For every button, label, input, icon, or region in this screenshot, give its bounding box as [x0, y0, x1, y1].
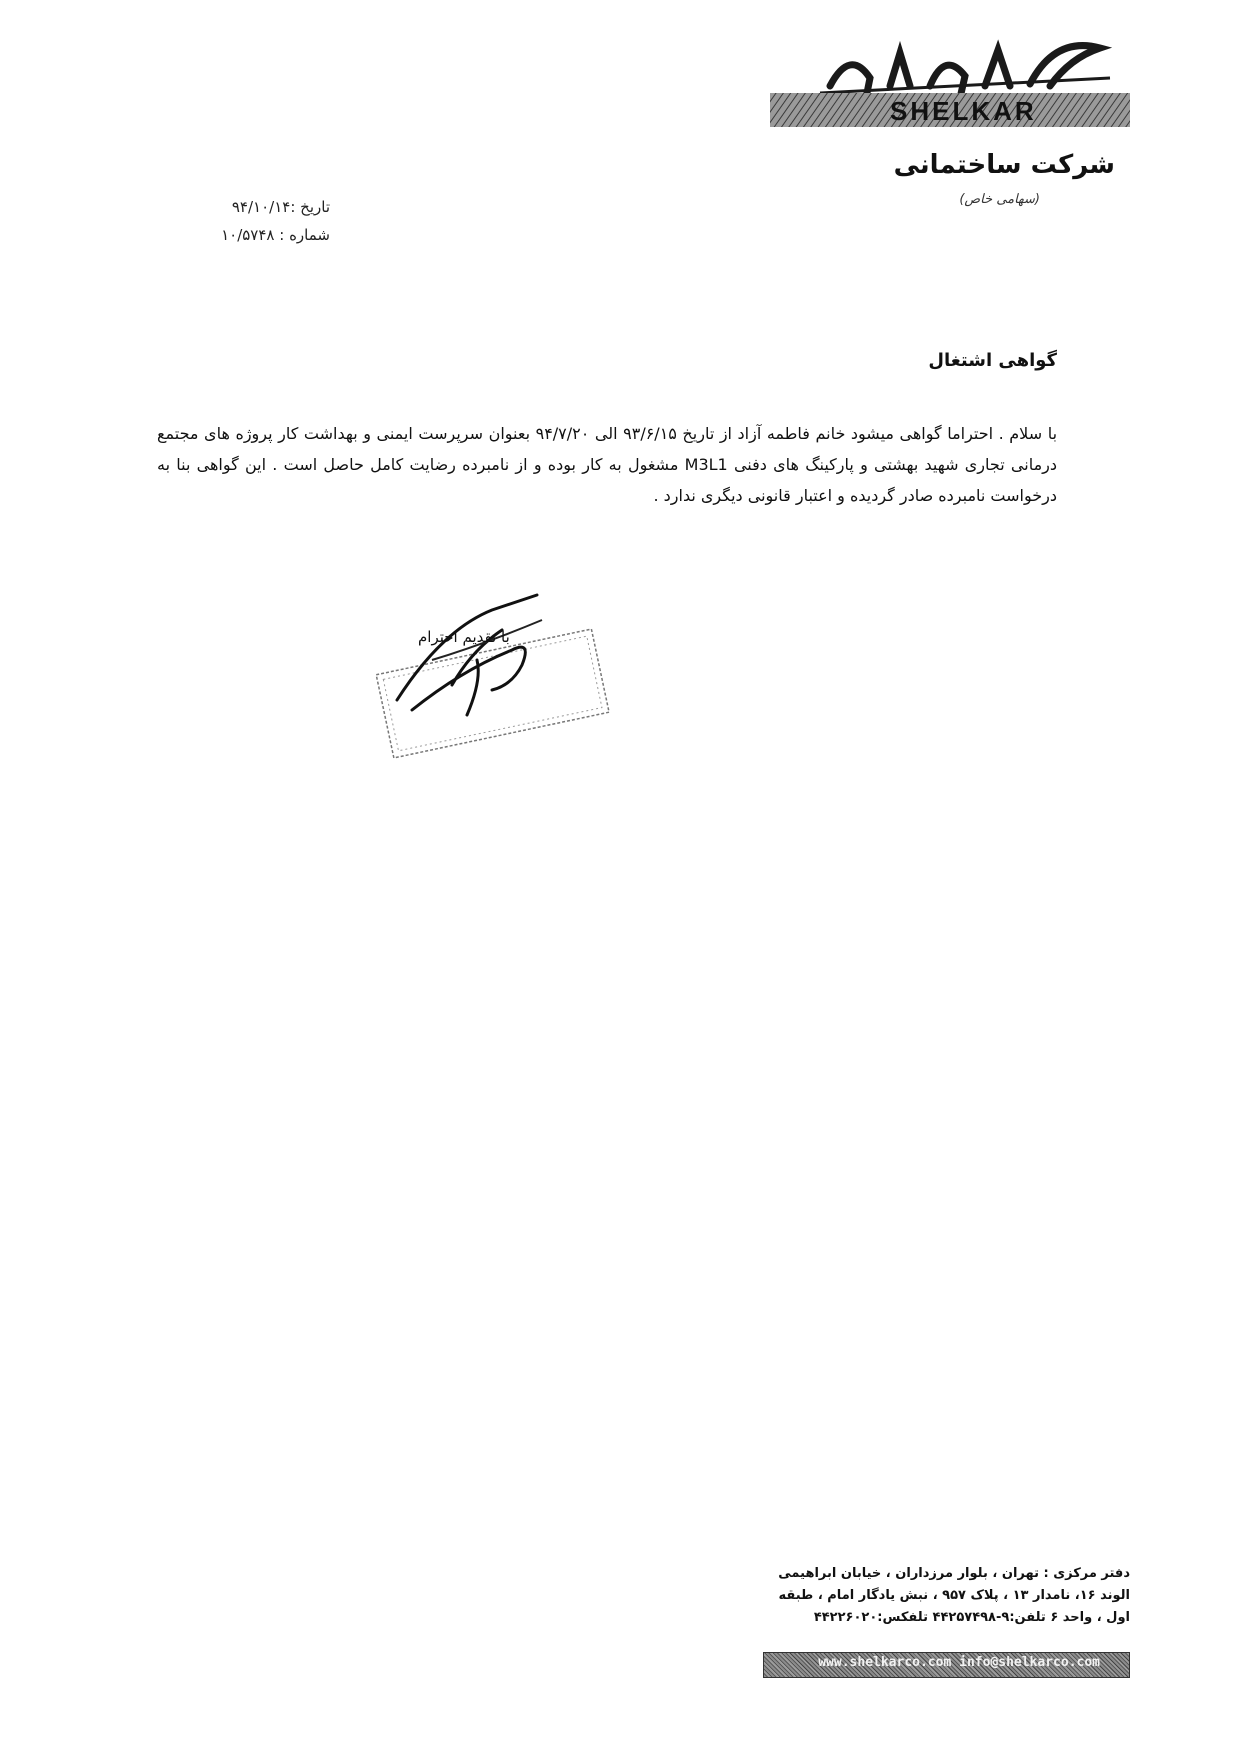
letter-title: گواهی اشتغال	[928, 350, 1057, 371]
footer-address-line: دفتر مرکزی : تهران ، بلوار مرزداران ، خیابان ابراهیمی	[778, 1566, 1130, 1581]
letter-date: تاریخ :۹۴/۱۰/۱۴	[231, 198, 330, 216]
company-logo	[770, 38, 1130, 148]
stamp	[376, 629, 609, 758]
logo-text: SHELKAR	[890, 96, 1037, 126]
footer-address	[710, 1563, 1130, 1629]
letter-number: شماره : ۱۰/۵۷۴۸	[221, 226, 330, 244]
closing-text: با تقدیم احترام	[418, 628, 510, 646]
footer-address-line: الوند ۱۶، نامدار ۱۳ ، پلاک ۹۵۷ ، نبش یادگار امام ، طبقه	[778, 1588, 1130, 1603]
company-name: شرکت ساختمانی	[893, 150, 1115, 180]
letter-body-text: با سلام . احتراما گواهی میشود خانم فاطمه آزاد از تاریخ ۹۳/۶/۱۵ الی ۹۴/۷/۲۰ بعنوان سرپرست ایمنی و بهداشت کار پروژه های مجتمع درمانی تجاری شهید بهشتی و پارکینگ های دفنی M3L1 مشغول به کار بوده و از نامبرده رضایت کامل حاصل است . این گواهی بنا به درخواست نامبرده صادر گردیده و اعتبار قانونی دیگری ندارد .	[157, 424, 1058, 505]
signature-stamp	[372, 590, 622, 770]
company-type: (سهامی خاص)	[959, 192, 1040, 207]
footer-web: www.shelkarco.com info@shelkarco.com	[818, 1655, 1100, 1670]
footer-address-line: اول ، واحد ۶ تلفن:۹-۴۴۲۵۷۴۹۸ تلفکس:۴۴۲۲۶۰۲۰	[813, 1610, 1130, 1625]
letter-body	[157, 418, 1057, 511]
